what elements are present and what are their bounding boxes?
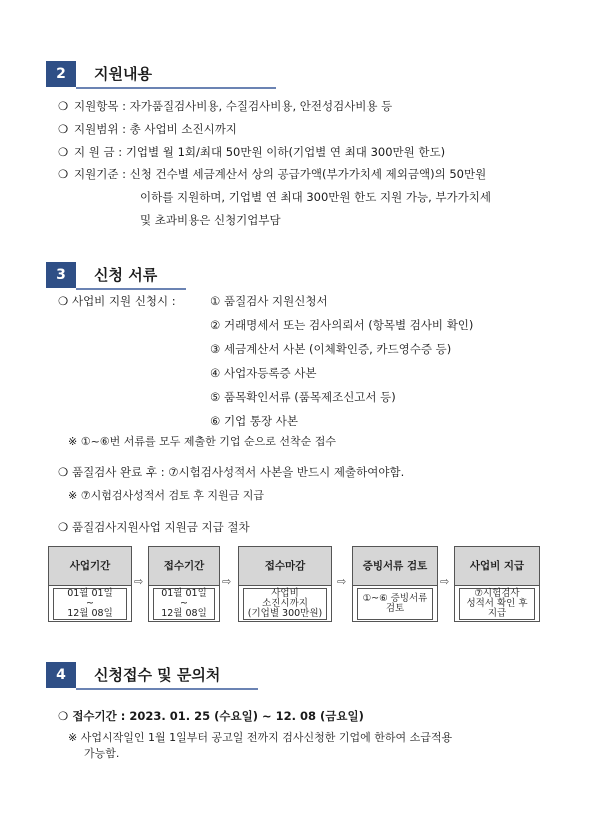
circle-bullet-icon: ❍ <box>58 122 69 136</box>
section-title: 신청 서류 <box>94 266 158 284</box>
section-number: 3 <box>46 262 76 288</box>
flow-step-head: 증빙서류 검토 <box>353 547 437 586</box>
item-text: 지 원 금 : 기업별 월 1회/최대 50만원 이하(기업별 연 최대 300만원 한도) <box>74 145 446 159</box>
item-continuation: 및 초과비용은 신청기업부담 <box>140 213 281 227</box>
flow-step-head: 접수기간 <box>149 547 219 586</box>
doc-item: ⑥ 기업 통장 사본 <box>210 414 298 428</box>
flow-step-body: 01월 01일 ~ 12월 08일 <box>153 588 215 620</box>
note: ※ 사업시작일인 1월 1일부터 공고일 전까지 검사신청한 기업에 한하여 소급적용 <box>68 731 453 744</box>
item-text: 지원범위 : 총 사업비 소진시까지 <box>74 122 237 136</box>
right-arrow-icon: ⇨ <box>440 575 450 588</box>
note-continuation: 가능함. <box>84 747 120 760</box>
right-arrow-icon: ⇨ <box>337 575 347 588</box>
list-item <box>58 144 445 160</box>
section-number: 4 <box>46 662 76 688</box>
docs-lead: ❍ 사업비 지원 신청시 : <box>58 294 176 308</box>
doc-item: ③ 세금계산서 사본 (이체확인증, 카드영수증 등) <box>210 342 452 356</box>
item-text: 지원기준 : 신청 건수별 세금계산서 상의 공급가액(부가가치세 제외금액)의 50만원 <box>74 167 487 181</box>
doc-item: ⑤ 품목확인서류 (품목제조신고서 등) <box>210 390 396 404</box>
circle-bullet-icon: ❍ <box>58 99 69 113</box>
flow-step-body: 사업비 소진시까지 (기업별 300만원) <box>243 588 327 620</box>
list-item <box>58 166 486 182</box>
section-underline <box>76 688 258 690</box>
doc-item: ④ 사업자등록증 사본 <box>210 366 317 380</box>
flow-step-body: ⑦시험검사 성적서 확인 후 지급 <box>459 588 535 620</box>
section-number: 2 <box>46 61 76 87</box>
doc-item: ② 거래명세서 또는 검사의뢰서 (항목별 검사비 확인) <box>210 318 474 332</box>
flow-step-head: 사업기간 <box>49 547 131 586</box>
flow-step <box>454 546 540 622</box>
application-period: ❍ 접수기간 : 2023. 01. 25 (수요일) ~ 12. 08 (금요일) <box>58 709 364 723</box>
item-text: 지원항목 : 자가품질검사비용, 수질검사비용, 안전성검사비용 등 <box>74 99 393 113</box>
flow-step <box>48 546 132 622</box>
flow-step-head: 접수마감 <box>239 547 331 586</box>
flow-step-body: ①~⑥ 증빙서류 검토 <box>357 588 433 620</box>
section-title: 지원내용 <box>94 65 152 83</box>
after-inspection: ❍ 품질검사 완료 후 : ⑦시험검사성적서 사본을 반드시 제출하여야함. <box>58 465 405 479</box>
doc-item: ① 품질검사 지원신청서 <box>210 294 328 308</box>
section-underline <box>76 288 186 290</box>
list-item <box>58 121 237 137</box>
flow-step <box>352 546 438 622</box>
section-underline <box>76 87 276 89</box>
note: ※ ①~⑥번 서류를 모두 제출한 기업 순으로 선착순 접수 <box>68 435 337 448</box>
section-title: 신청접수 및 문의처 <box>94 666 221 684</box>
circle-bullet-icon: ❍ <box>58 145 69 159</box>
right-arrow-icon: ⇨ <box>134 575 144 588</box>
note: ※ ⑦시험검사성적서 검토 후 지원금 지급 <box>68 489 264 502</box>
flow-step <box>148 546 220 622</box>
flow-step-head: 사업비 지급 <box>455 547 539 586</box>
procedure-title: ❍ 품질검사지원사업 지원금 지급 절차 <box>58 520 250 534</box>
right-arrow-icon: ⇨ <box>222 575 232 588</box>
list-item <box>58 98 392 114</box>
flow-step-body: 01월 01일 ~ 12월 08일 <box>53 588 127 620</box>
flow-step <box>238 546 332 622</box>
item-continuation: 이하를 지원하며, 기업별 연 최대 300만원 한도 지원 가능, 부가가치세 <box>140 190 491 204</box>
circle-bullet-icon: ❍ <box>58 167 69 181</box>
